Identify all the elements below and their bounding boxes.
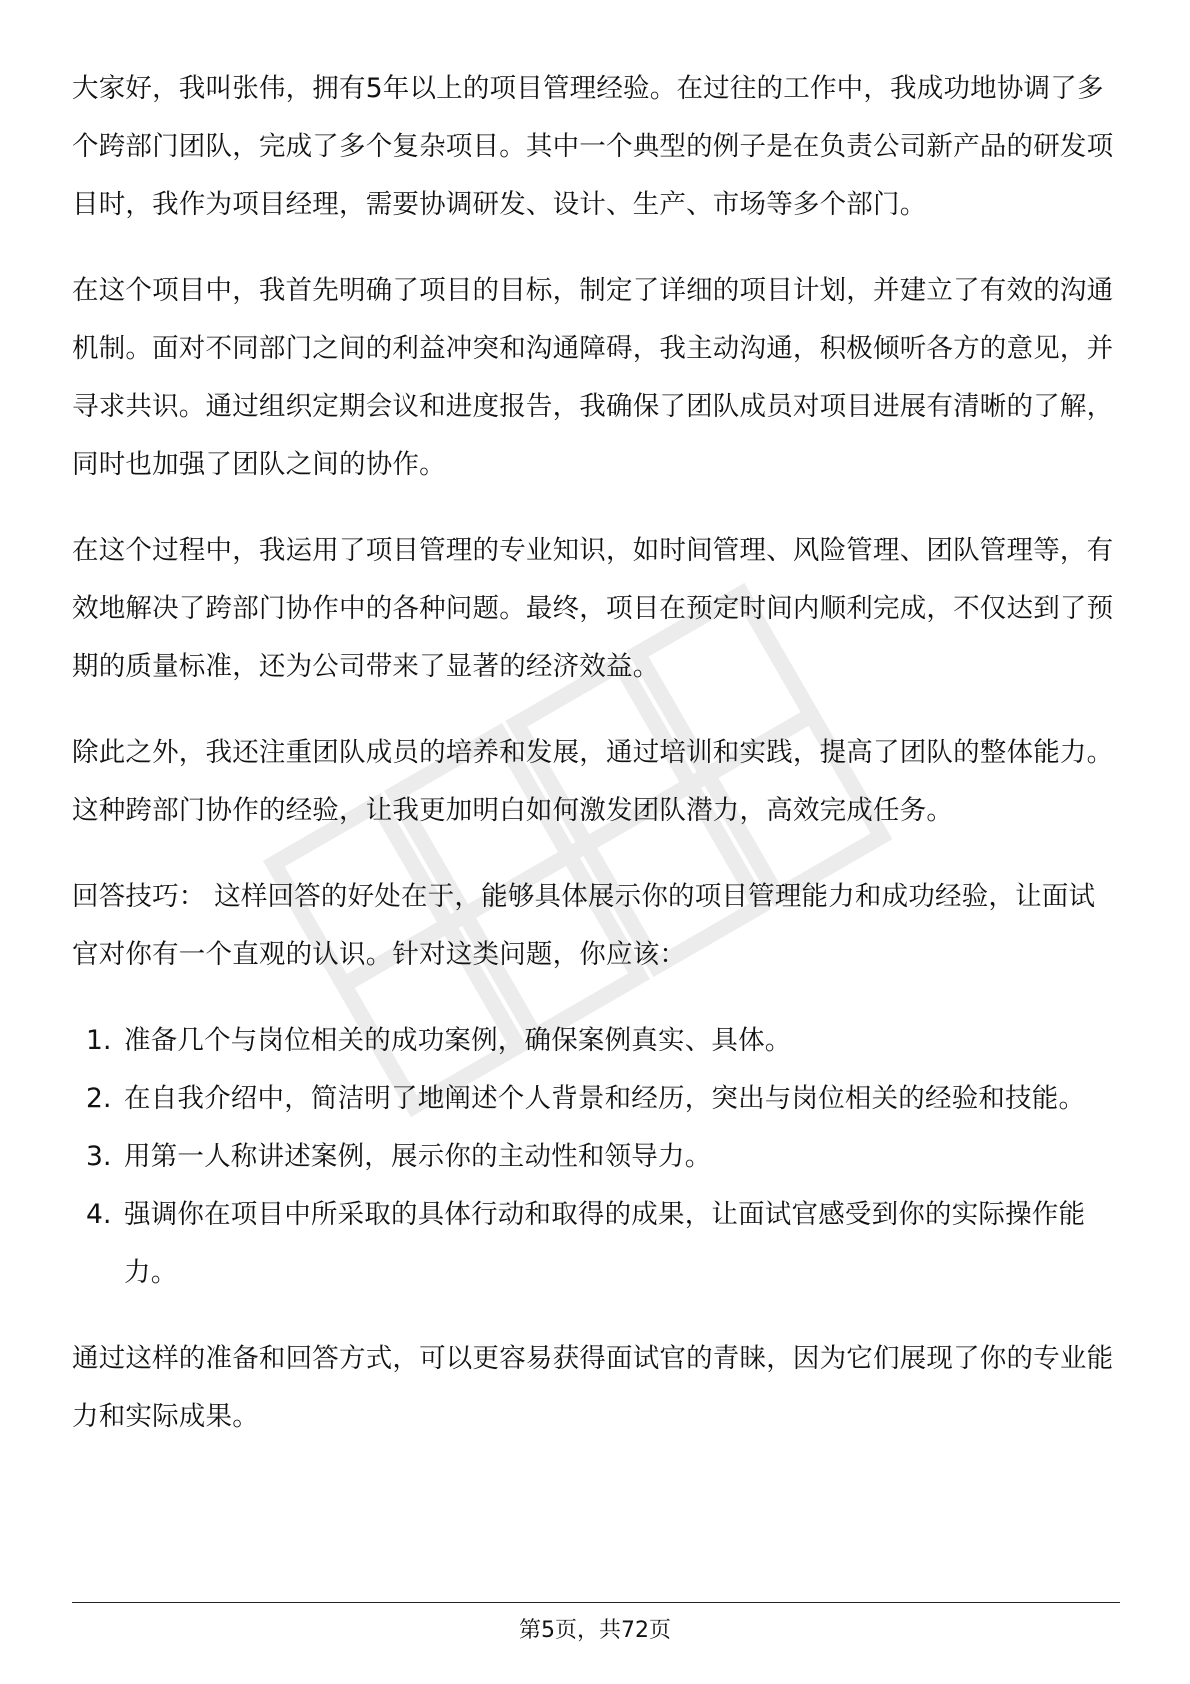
document-body: [72, 60, 1120, 1474]
list-item: [72, 1186, 1120, 1302]
list-number: 2.: [86, 1083, 112, 1114]
list-text: 强调你在项目中所采取的具体行动和取得的成果，让面试官感受到你的实际操作能力。: [124, 1199, 1086, 1288]
team-paragraph: 除此之外，我还注重团队成员的培养和发展，通过培训和实践，提高了团队的整体能力。这种跨部门协作的经验，让我更加明白如何激发团队潜力，高效完成任务。: [72, 737, 1114, 826]
list-text: 在自我介绍中，简洁明了地阐述个人背景和经历，突出与岗位相关的经验和技能。: [124, 1083, 1086, 1114]
page-number: 第5页，共72页: [519, 1618, 671, 1643]
process-paragraph: 在这个过程中，我运用了项目管理的专业知识，如时间管理、风险管理、团队管理等，有效地解决了跨部门协作中的各种问题。最终，项目在预定时间内顺利完成，不仅达到了预期的质量标准，还为公司带来了显著的经济效益。: [72, 535, 1114, 682]
list-text: 准备几个与岗位相关的成功案例，确保案例真实、具体。: [124, 1025, 792, 1056]
project-paragraph: 在这个项目中，我首先明确了项目的目标，制定了详细的项目计划，并建立了有效的沟通机制。面对不同部门之间的利益冲突和沟通障碍，我主动沟通，积极倾听各方的意见，并寻求共识。通过组织定期会议和进度报告，我确保了团队成员对项目进展有清晰的了解，同时也加强了团队之间的协作。: [72, 275, 1114, 480]
list-number: 1.: [86, 1025, 112, 1056]
list-text: 用第一人称讲述案例，展示你的主动性和领导力。: [124, 1141, 712, 1172]
tips-intro-paragraph: 回答技巧： 这样回答的好处在于，能够具体展示你的项目管理能力和成功经验，让面试官对你有一个直观的认识。针对这类问题，你应该：: [72, 881, 1096, 970]
list-number: 4.: [86, 1199, 112, 1230]
list-item: [72, 1128, 1120, 1186]
footer-divider: [72, 1602, 1120, 1603]
list-item: [72, 1012, 1120, 1070]
list-number: 3.: [86, 1141, 112, 1172]
list-item: [72, 1070, 1120, 1128]
closing-paragraph: 通过这样的准备和回答方式，可以更容易获得面试官的青睐，因为它们展现了你的专业能力和实际成果。: [72, 1343, 1114, 1432]
intro-paragraph: 大家好，我叫张伟，拥有5年以上的项目管理经验。在过往的工作中，我成功地协调了多个跨部门团队，完成了多个复杂项目。其中一个典型的例子是在负责公司新产品的研发项目时，我作为项目经理，需要协调研发、设计、生产、市场等多个部门。: [72, 73, 1114, 220]
tips-list: [72, 1012, 1120, 1302]
